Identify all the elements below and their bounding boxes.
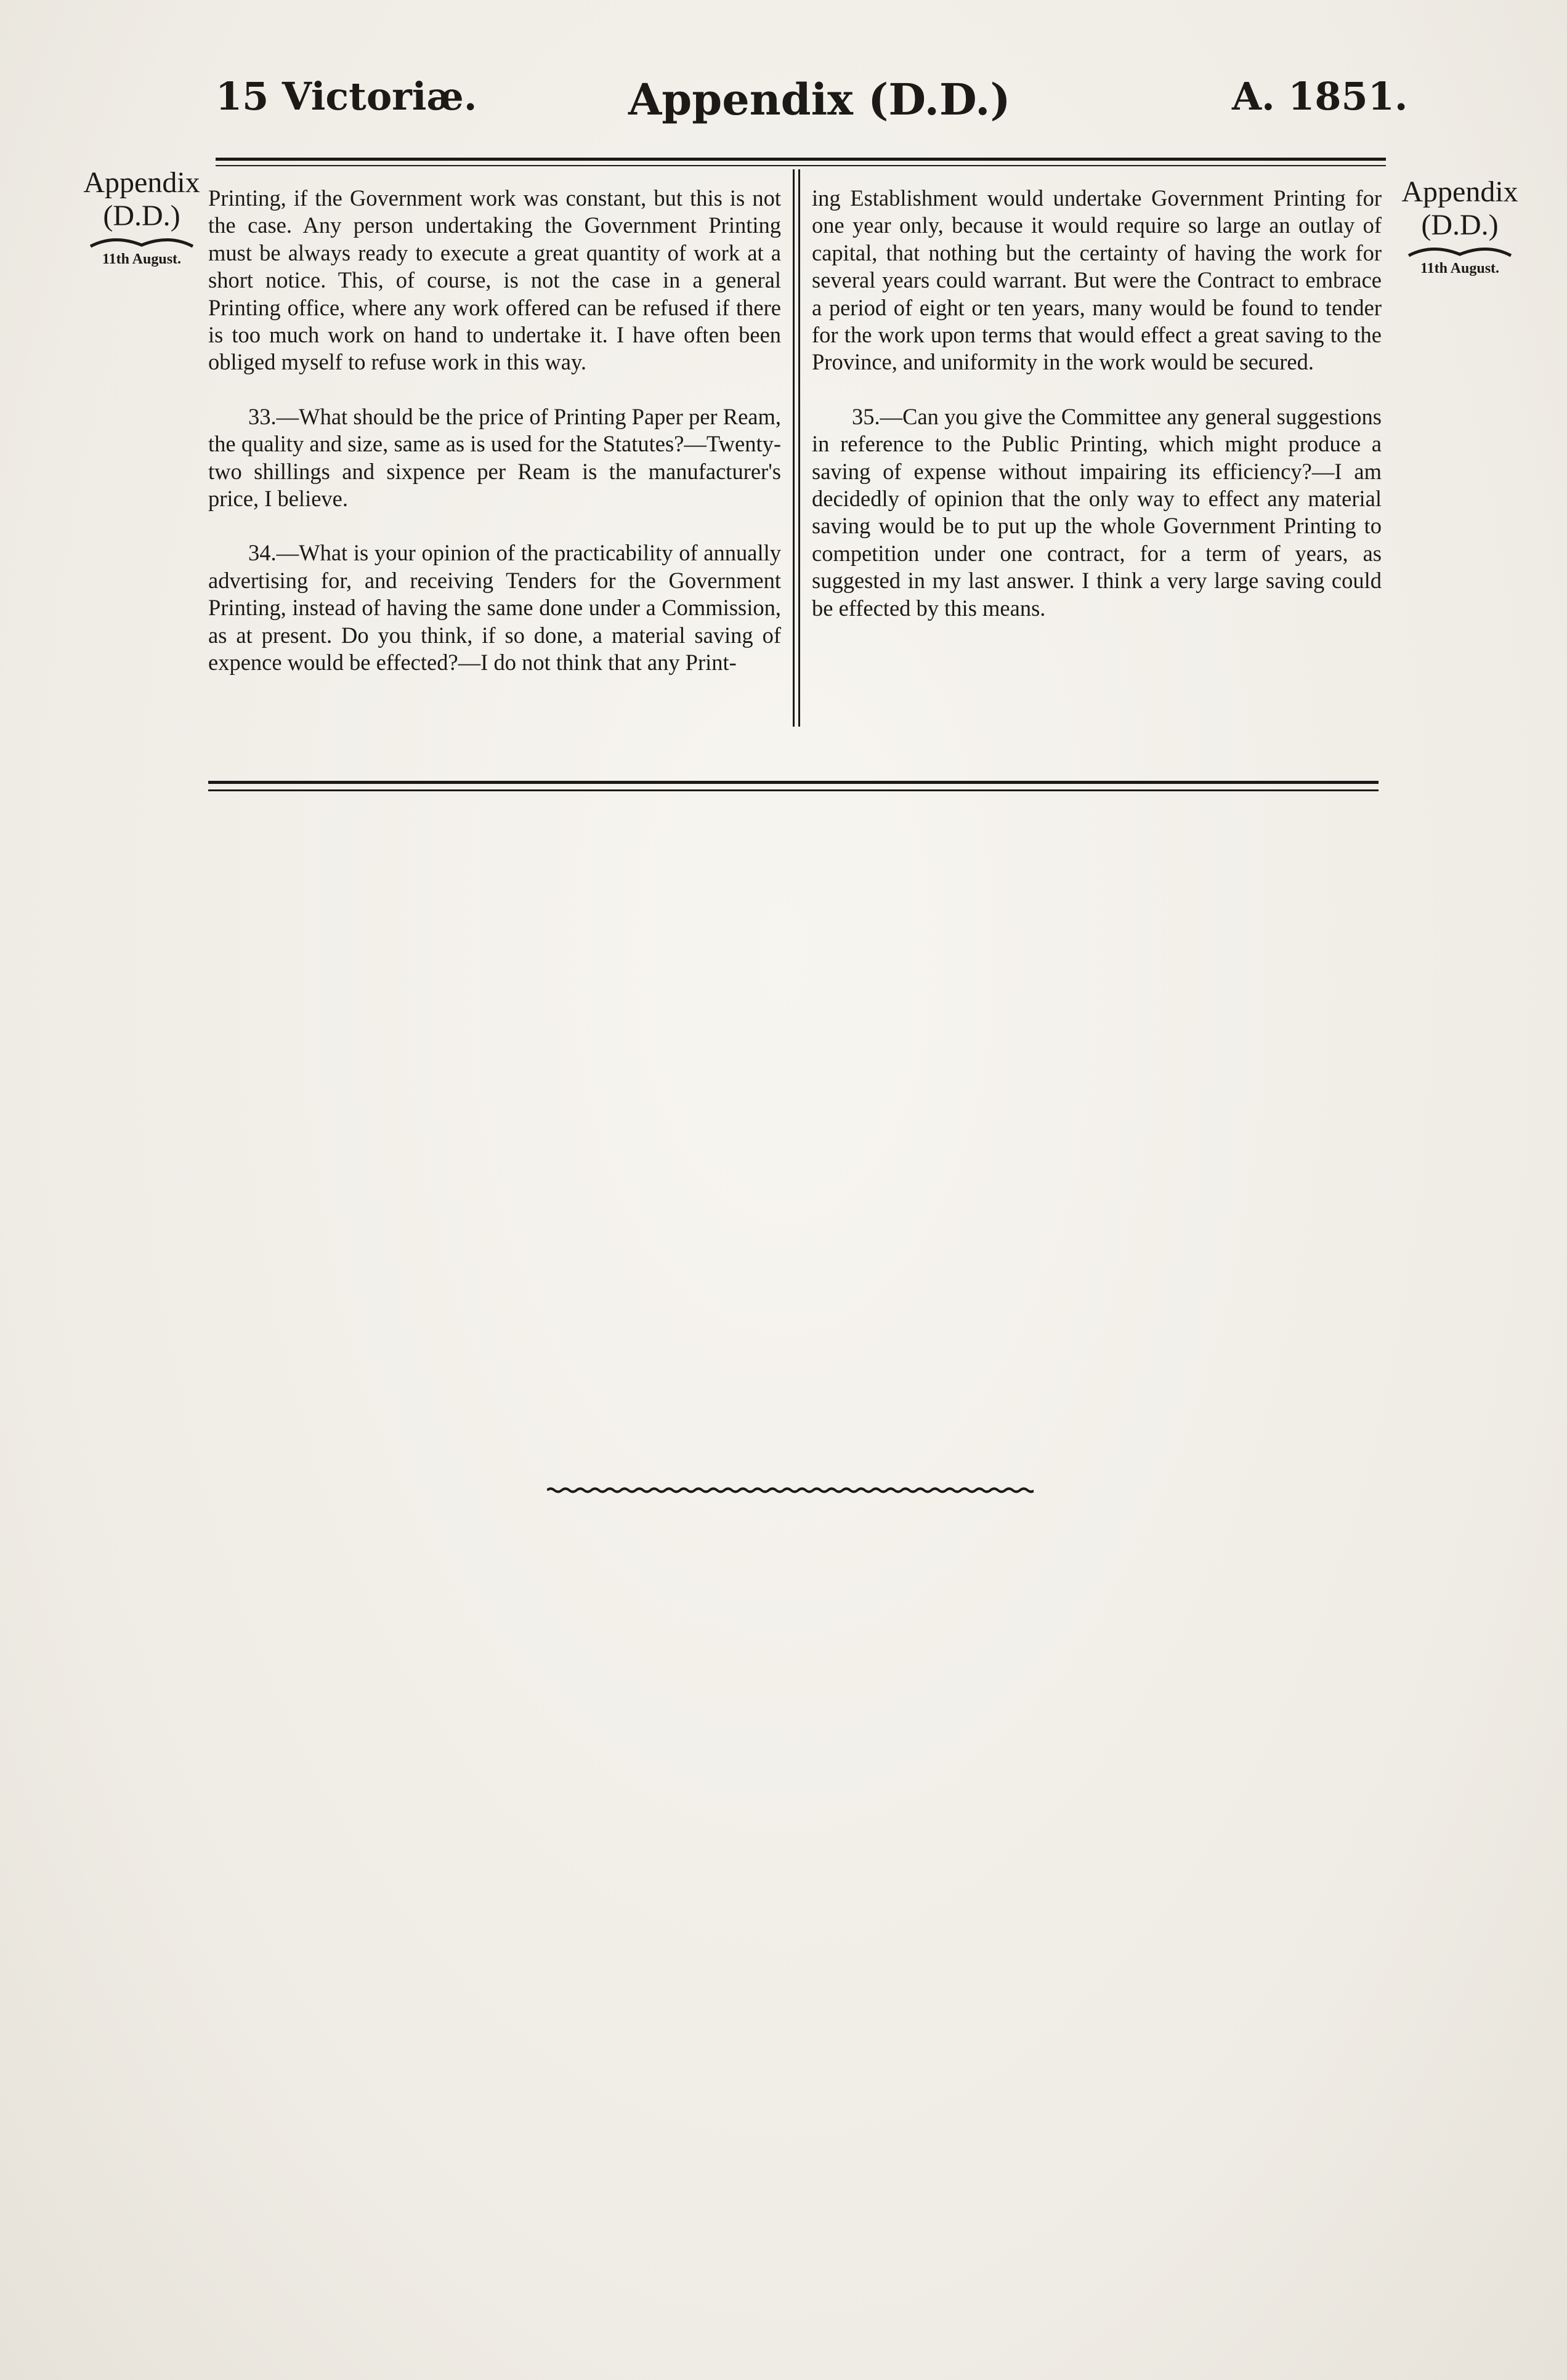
margin-note-subtitle: (D.D.) <box>103 200 180 232</box>
header-appendix-title: Appendix (D.D.) <box>628 74 1011 125</box>
margin-note-subtitle: (D.D.) <box>1421 209 1499 241</box>
brace-ornament-icon <box>89 234 194 249</box>
margin-note-date: 11th August. <box>102 251 182 267</box>
paragraph-continued: ing Establishment would undertake Government Printing for one year only, because it would require so large an outlay of capital, that nothing but the certainty of having the work for several years could warrant. But were the Contract to embrace a period of eight or ten years, many would be found to tender for the work upon terms that would effect a great saving to the Province, and uniformity in the work would be secured. <box>812 185 1382 375</box>
margin-note-right <box>1386 175 1534 277</box>
margin-note-left <box>68 166 216 268</box>
paragraph-continued: Printing, if the Government work was constant, but this is not the case. Any person undertaking the Government Printing must be always ready to execute a great quantity of work at a short notice. This, of course, is not the case in a general Printing office, where any work offered can be refused if there is too much work on hand to undertake it. I have often been obliged myself to refuse work in this way. <box>208 185 781 375</box>
top-rule <box>216 158 1386 161</box>
column-divider-inner <box>798 169 800 727</box>
brace-ornament-icon <box>1407 243 1512 258</box>
header-year: A. 1851. <box>1232 74 1408 119</box>
column-divider <box>793 169 795 727</box>
closing-wavy-rule-icon <box>547 1485 1034 1498</box>
question-33: 33.—What should be the price of Printing Paper per Ream, the quality and size, same as is used for the Statutes?—Twenty-two shillings and sixpence per Ream is the manufacturer's price, I believe. <box>208 403 781 512</box>
margin-note-date: 11th August. <box>1420 260 1500 276</box>
bottom-rule <box>208 781 1379 784</box>
margin-note-title: Appendix <box>83 166 200 199</box>
question-35: 35.—Can you give the Committee any general suggestions in reference to the Public Printing, which might produce a saving of expense without impairing its efficiency?—I am decidedly of opinion that the only way to effect any material saving would be to put up the whole Government Printing to competition under one contract, for a term of years, as suggested in my last answer. I think a very large saving could be effected by this means. <box>812 403 1382 621</box>
right-column <box>812 185 1382 622</box>
top-rule-thin <box>216 165 1386 166</box>
header-session: 15 Victoriæ. <box>216 74 477 119</box>
margin-note-title: Appendix <box>1401 175 1518 208</box>
left-column <box>208 185 781 677</box>
question-34: 34.—What is your opinion of the practicability of annually advertising for, and receiving Tenders for the Government Printing, instead of having the same done under a Commission, as at present. Do you think, if so done, a material saving of expence would be effected?—I do not think that any Print- <box>208 540 781 676</box>
bottom-rule-thin <box>208 789 1379 791</box>
